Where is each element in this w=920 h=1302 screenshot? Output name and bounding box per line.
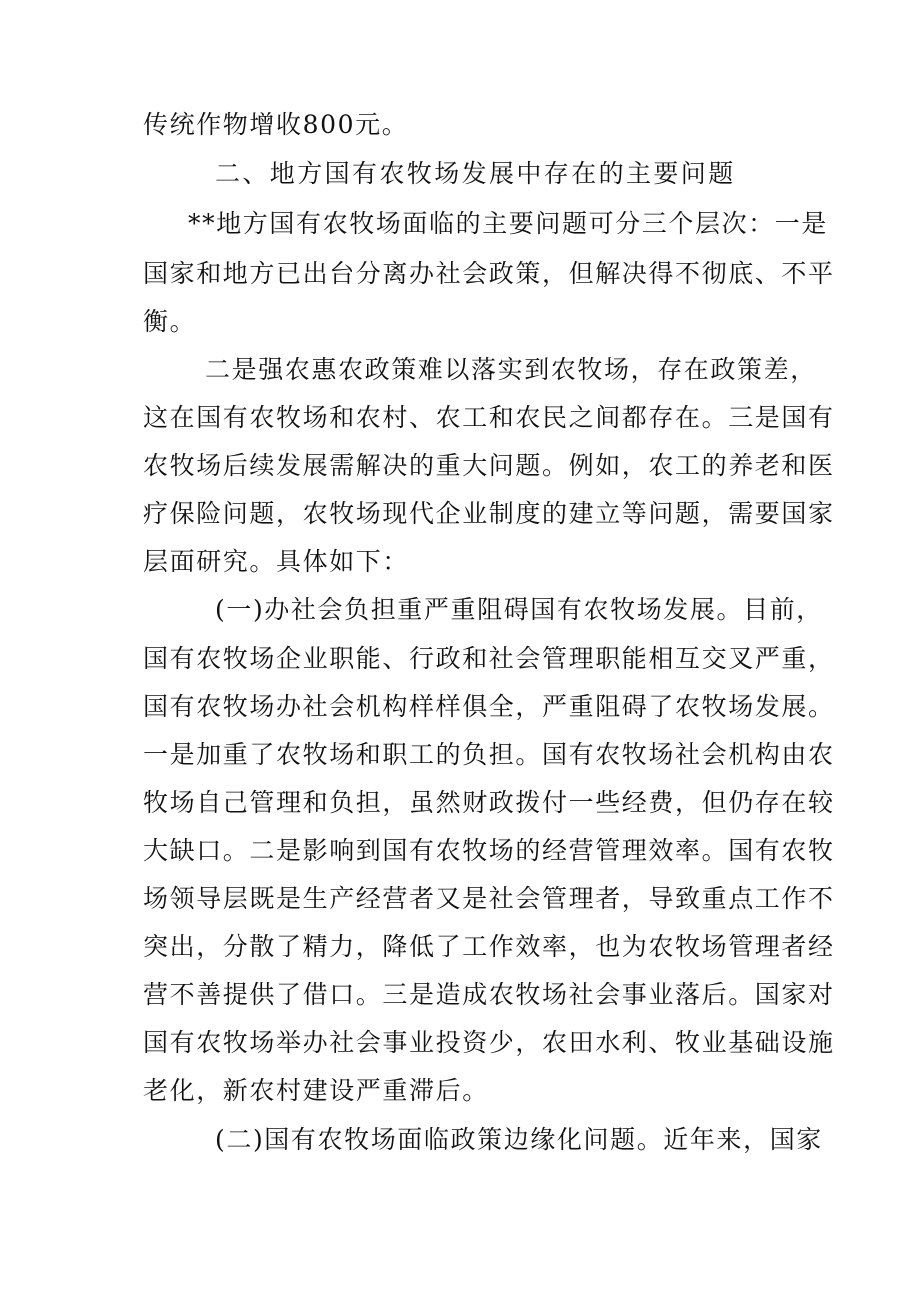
text-line: 二是强农惠农政策难以落实到农牧场，存在政策差， [205, 355, 817, 384]
text-line: 牧场自己管理和负担，虽然财政拨付一些经费，但仍存在较 [143, 788, 835, 817]
section-heading: 二、地方国有农牧场发展中存在的主要问题 [215, 159, 736, 188]
text-line: 这在国有农牧场和农村、农工和农民之间都存在。三是国有 [143, 403, 835, 432]
text-line: 农牧场后续发展需解决的重大问题。例如，农工的养老和医 [143, 451, 835, 480]
text-line: 传统作物增收800元。 [143, 110, 409, 139]
text-line: (二)国有农牧场面临政策边缘化问题。近年来，国家 [215, 1125, 823, 1154]
text-line: 场领导层既是生产经营者又是社会管理者，导致重点工作不 [143, 884, 835, 913]
text-line: 国家和地方已出台分离办社会政策，但解决得不彻底、不平 [143, 259, 835, 288]
text-line: **地方国有农牧场面临的主要问题可分三个层次：一是 [188, 209, 829, 238]
text-line: (一)办社会负担重严重阻碍国有农牧场发展。目前， [215, 595, 823, 624]
text-line: 突出，分散了精力，降低了工作效率，也为农牧场管理者经 [143, 932, 835, 961]
text-line: 国有农牧场企业职能、行政和社会管理职能相互交叉严重， [143, 644, 835, 673]
text-line: 营不善提供了借口。三是造成农牧场社会事业落后。国家对 [143, 980, 835, 1009]
text-line: 疗保险问题，农牧场现代企业制度的建立等问题，需要国家 [143, 499, 835, 528]
text-line: 大缺口。二是影响到国有农牧场的经营管理效率。国有农牧 [143, 836, 835, 865]
text-line: 国有农牧场办社会机构样样俱全，严重阻碍了农牧场发展。 [143, 692, 835, 721]
text-line: 层面研究。具体如下： [143, 547, 410, 576]
text-line: 衡。 [143, 307, 197, 336]
text-line: 国有农牧场举办社会事业投资少，农田水利、牧业基础设施 [143, 1028, 835, 1057]
text-line: 一是加重了农牧场和职工的负担。国有农牧场社会机构由农 [143, 740, 835, 769]
text-line: 老化，新农村建设严重滞后。 [143, 1076, 489, 1105]
